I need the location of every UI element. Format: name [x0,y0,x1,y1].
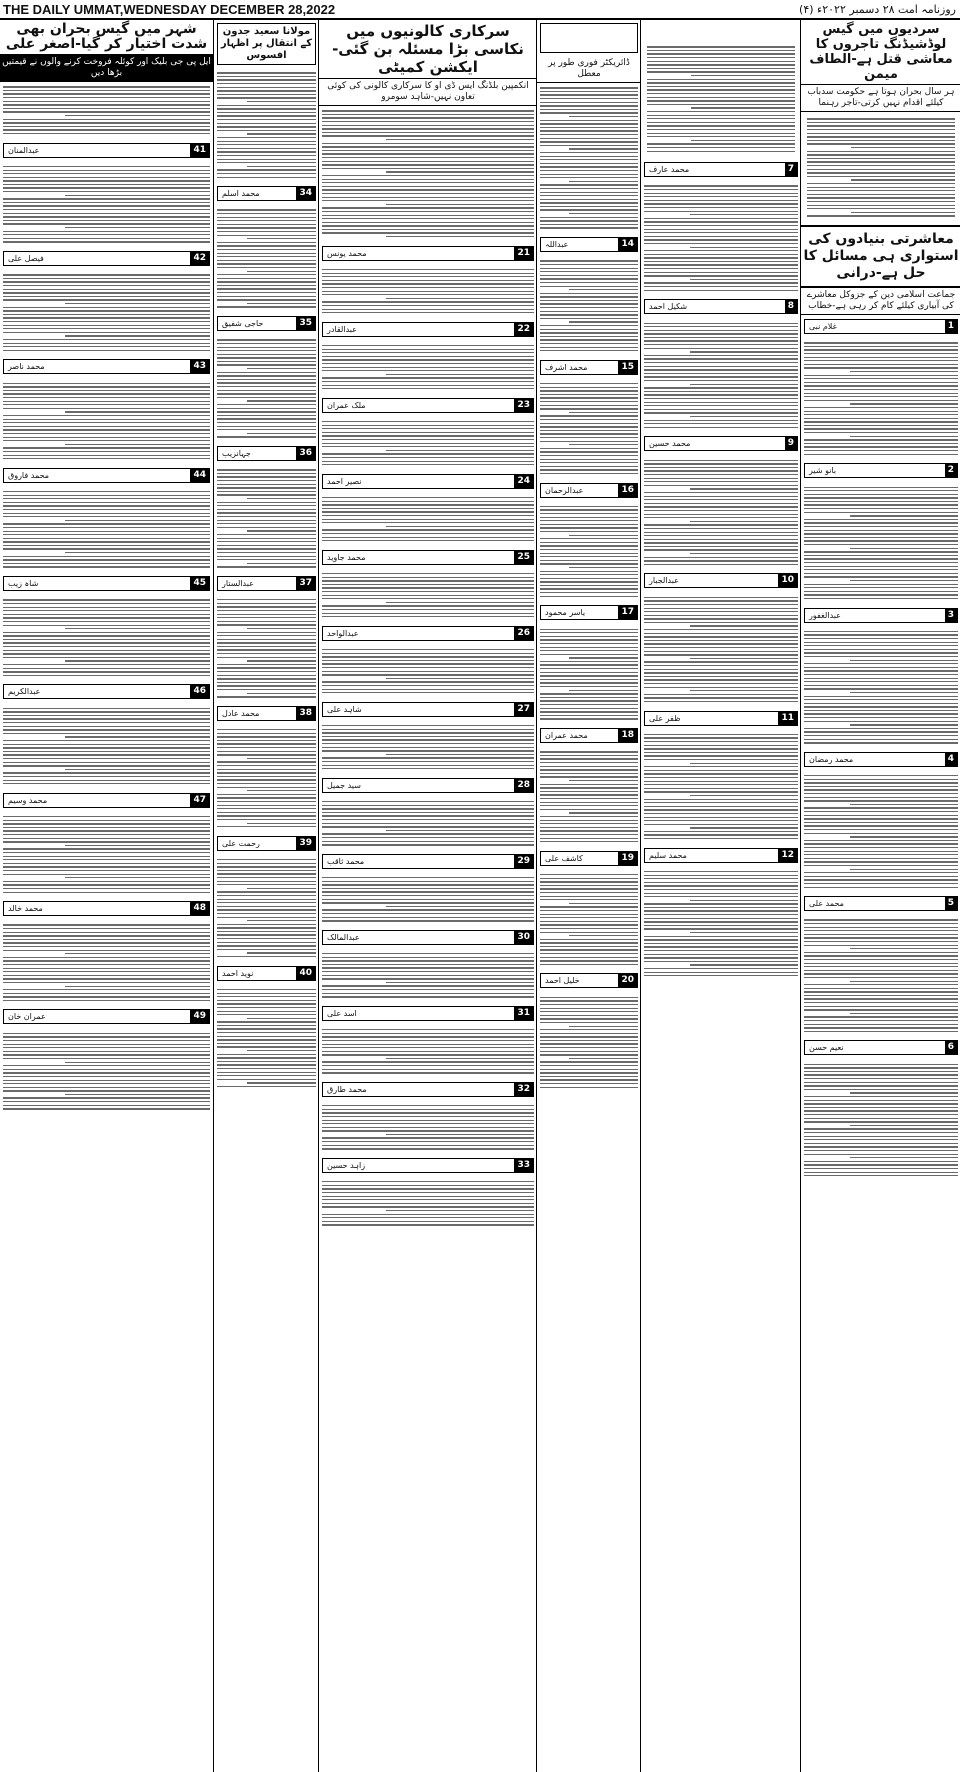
tag-name: عبداللہ [545,240,569,250]
english-title: THE DAILY UMMAT,WEDNESDAY DECEMBER 28,2022 [3,1,336,17]
tag-name: محمد عمران [545,730,588,740]
article-text [214,985,319,1092]
article-text [319,1101,537,1154]
tag-name: شاہد علی [327,704,362,714]
tag-number: 37 [296,577,315,590]
tag-name: عبدالغفور [809,610,841,620]
article-text [641,867,801,981]
tag-name: فیصل علی [8,253,44,263]
article-text [319,493,537,546]
obituary-tag [322,1082,534,1097]
tag-number: 39 [296,837,315,850]
obituary-tag [322,702,534,717]
tag-name: اسد علی [327,1008,357,1018]
article-text [0,378,213,463]
article-text [214,335,319,442]
tag-number: 15 [618,361,637,374]
article-text [801,338,960,459]
tag-number: 19 [618,852,637,865]
tag-name: ملک عمران [327,400,366,410]
obituary-tag [3,1009,210,1024]
tag-number: 42 [190,252,209,265]
tag-number: 1 [945,320,957,333]
page-number: ۴ [803,2,810,16]
tag-name: محمد طارق [327,1084,367,1094]
tag-number: 24 [514,475,533,488]
article-text [537,502,641,602]
article-text [804,114,958,221]
obituary-tag [804,896,958,911]
article-text [319,569,537,622]
headline-col1-mid: معاشرتی بنیادوں کی استواری ہی مسائل کا حل ہے-درانی [801,225,960,288]
article-text [0,595,213,680]
tag-number: 31 [514,1007,533,1020]
tag-number: 48 [190,902,209,915]
article-text [537,379,641,479]
obituary-tag [322,322,534,337]
obituary-tag [217,316,316,331]
article-text [319,949,537,1002]
article-text [641,318,801,432]
tag-name: محمد اشرف [545,362,588,372]
tag-name: محمد اسلم [222,189,260,199]
article-text [0,920,213,1005]
tag-number: 35 [296,317,315,330]
article-text [537,992,641,1092]
tag-number: 21 [514,247,533,260]
obituary-tag [217,836,316,851]
tag-name: محمد فاروق [8,470,50,480]
column-3-4 [318,20,537,1772]
obituary-tag [804,1040,958,1055]
tag-number: 23 [514,399,533,412]
tag-number: 28 [514,779,533,792]
article-text [319,721,537,774]
obituary-tag [540,483,638,498]
article-text [644,42,798,156]
tag-name: محمد رمضان [809,754,854,764]
tag-number: 27 [514,703,533,716]
obituary-tag [804,608,958,623]
tag-number: 7 [785,163,797,176]
urdu-date-text: روزنامہ امت ۲۸ دسمبر ۲۰۲۲ء [817,2,956,16]
article-text [0,703,213,788]
obituary-tag [322,854,534,869]
obituary-list [801,319,960,1181]
tag-number: 11 [778,712,797,725]
article-text [801,915,960,1036]
tag-name: زاہد حسین [327,1160,366,1170]
column-2 [536,20,641,1772]
article-text [0,162,213,247]
tag-number: 40 [296,967,315,980]
obituary-tag [3,359,210,374]
tag-name: محمد سلیم [649,850,687,860]
article-text [641,455,801,569]
tag-number: 3 [945,609,957,622]
tag-name: نعیم حسن [809,1043,844,1053]
article-text [537,870,641,970]
tag-number: 12 [778,849,797,862]
obituary-tag [322,246,534,261]
tag-name: محمد ناصر [8,362,45,372]
obituary-tag [3,793,210,808]
article-text [0,270,213,355]
article-text [641,592,801,706]
obituary-tag [322,626,534,641]
obituary-tag [3,468,210,483]
tag-number: 8 [785,300,797,313]
article-text [537,83,641,233]
article-text [641,730,801,844]
tag-name: محمد ثاقب [327,856,365,866]
article-text [801,771,960,892]
tag-name: شکیل احمد [649,302,688,312]
tag-name: عمران خان [8,1012,46,1022]
headline-col1: سردیوں میں گیس لوڈشیڈنگ تاجروں کا معاشی قتل ہے-الطاف میمن [801,20,960,85]
article-text [319,797,537,850]
obituary-tag [540,360,638,375]
article-text [0,82,213,139]
tag-name: عبدالرحمان [545,485,584,495]
obituary-list [0,82,213,1114]
subhead-col6: ایل پی جی بلیک اور کوئلہ فروخت کرنے والوں نے قیمتیں بڑھا دیں [0,55,213,82]
article-body [641,40,801,158]
tag-number: 43 [190,360,209,373]
tag-number: 46 [190,685,209,698]
tag-number: 44 [190,469,209,482]
article-text [319,106,537,242]
tag-number: 29 [514,855,533,868]
tag-name: نوید احمد [222,968,254,978]
tag-name: یاسر محمود [545,608,586,618]
article-text [0,812,213,897]
headline-col2: بڑا انتظامی شکایات پر ایکشن [540,23,638,53]
tag-number: 14 [618,238,637,251]
obituary-tag [322,1006,534,1021]
article-text [319,265,537,318]
obituary-tag [644,299,798,314]
tag-number: 22 [514,323,533,336]
obituary-tag [217,186,316,201]
tag-name: جہانزیب [222,448,251,458]
obituary-tag [540,973,638,988]
tag-number: 36 [296,447,315,460]
tag-name: حاجی شفیق [222,319,264,329]
tag-name: محمد عارف [649,165,690,175]
obituary-tag [322,930,534,945]
article-body [801,112,960,223]
obituary-list [641,162,801,981]
tag-number: 2 [945,464,957,477]
article-text [319,341,537,394]
tag-name: محمد خالد [8,904,43,914]
obituary-tag [804,752,958,767]
obituary-tag [540,851,638,866]
tag-number: 10 [778,574,797,587]
obituary-tag [322,778,534,793]
obituary-list [319,106,537,1230]
tag-name: محمد حسین [649,439,691,449]
subhead-col2: ڈائریکٹر فوری طور پر معطل [537,56,641,83]
tag-name: عبدالستار [222,578,254,588]
tag-number: 49 [190,1010,209,1023]
subhead-col1: ہر سال بحران ہوتا ہے حکومت سدباب کیلئے اقدام نہیں کرتی-تاجر رہنما [801,85,960,112]
tag-name: عبدالمنان [8,145,40,155]
tag-number: 30 [514,931,533,944]
subhead-col1-mid: جماعت اسلامی دین کے جزوکل معاشرے کی آبیاری کیلئے کام کر رہی ہے-خطاب [801,288,960,315]
tag-name: کاشف علی [545,853,583,863]
article-text [319,1177,537,1230]
obituary-tag [644,848,798,863]
tag-name: محمد علی [809,899,844,909]
article-text [319,1025,537,1078]
headline-col34: سرکاری کالونیوں میں نکاسی بڑا مسئلہ بن گئی-ایکشن کمیٹی [319,20,537,79]
tag-name: خلیل احمد [545,976,580,986]
tag-name: غلام نبی [809,321,837,331]
obituary-list [214,68,319,1092]
article-text [537,747,641,847]
obituary-tag [3,251,210,266]
tag-number: 26 [514,627,533,640]
obituary-tag [217,446,316,461]
tag-name: شاہ زیب [8,579,39,589]
obituary-tag [3,684,210,699]
obituary-tag [322,474,534,489]
obituary-tag [540,728,638,743]
tag-name: نصیر احمد [327,476,362,486]
tag-number: 16 [618,484,637,497]
article-text [214,855,319,962]
subhead-col34: انکمپین بلڈنگ ایس ڈی او کا سرکاری کالونی کی کوئی تعاون نہیں-شاہد سومرو [319,79,537,106]
obituary-tag [644,573,798,588]
article-text [537,256,641,356]
obituary-tag [3,901,210,916]
tag-name: محمد جاوید [327,552,366,562]
obituary-tag [804,319,958,334]
tag-number: 38 [296,707,315,720]
tag-name: عبدالکریم [8,687,41,697]
obituary-tag [3,576,210,591]
tag-name: محمد عادل [222,708,260,718]
tag-number: 45 [190,577,209,590]
tag-number: 33 [514,1159,533,1172]
obituary-tag [322,550,534,565]
obituary-tag [644,436,798,451]
obituary-tag [322,1158,534,1173]
tag-number: 47 [190,794,209,807]
tag-name: محمد یونس [327,248,367,258]
tag-name: ظفر علی [649,713,681,723]
tag-number: 25 [514,551,533,564]
headline-col5: مولانا سعید جدون کے انتقال پر اظہار افسوس [217,23,316,65]
obituary-tag [217,706,316,721]
headline-col6: شہر میں گیس بحران بھی شدت اختیار کر گیا-اصغر علی [0,20,213,55]
obituary-tag [322,398,534,413]
tag-name: بانو شیر [809,466,837,476]
tag-name: عبدالواحد [327,628,359,638]
tag-name: محمد وسیم [8,795,48,805]
article-text [319,873,537,926]
obituary-tag [3,143,210,158]
urdu-date: روزنامہ امت ۲۸ دسمبر ۲۰۲۲ء (۴) [799,2,956,16]
article-text [801,1059,960,1180]
obituary-tag [644,711,798,726]
article-text [0,487,213,572]
obituary-tag [217,576,316,591]
article-text [641,181,801,295]
tag-number: 34 [296,187,315,200]
tag-name: سید جمیل [327,780,361,790]
article-text [0,1028,213,1113]
obituary-tag [804,463,958,478]
article-text [319,417,537,470]
column-1b [640,20,801,1772]
newspaper-page [0,20,960,1772]
obituary-tag [217,966,316,981]
column-5 [213,20,319,1772]
column-1 [800,20,960,1772]
obituary-list [537,83,641,1092]
tag-name: عبدالجبار [649,576,679,586]
tag-number: 32 [514,1083,533,1096]
article-text [214,68,319,182]
article-text [801,627,960,748]
article-text [214,595,319,702]
tag-number: 9 [785,437,797,450]
tag-number: 18 [618,729,637,742]
article-text [214,725,319,832]
masthead [0,0,960,20]
article-text [537,624,641,724]
column-6 [0,20,213,1772]
article-text [214,465,319,572]
tag-name: عبدالمالک [327,932,360,942]
tag-number: 41 [190,144,209,157]
obituary-tag [540,605,638,620]
article-text [214,205,319,312]
tag-number: 4 [945,753,957,766]
tag-name: رحمت علی [222,838,260,848]
tag-number: 20 [618,974,637,987]
obituary-tag [540,237,638,252]
tag-number: 6 [945,1041,957,1054]
article-text [801,482,960,603]
obituary-tag [644,162,798,177]
tag-number: 17 [618,606,637,619]
tag-number: 5 [945,897,957,910]
tag-name: عبدالقادر [327,324,357,334]
article-text [319,645,537,698]
